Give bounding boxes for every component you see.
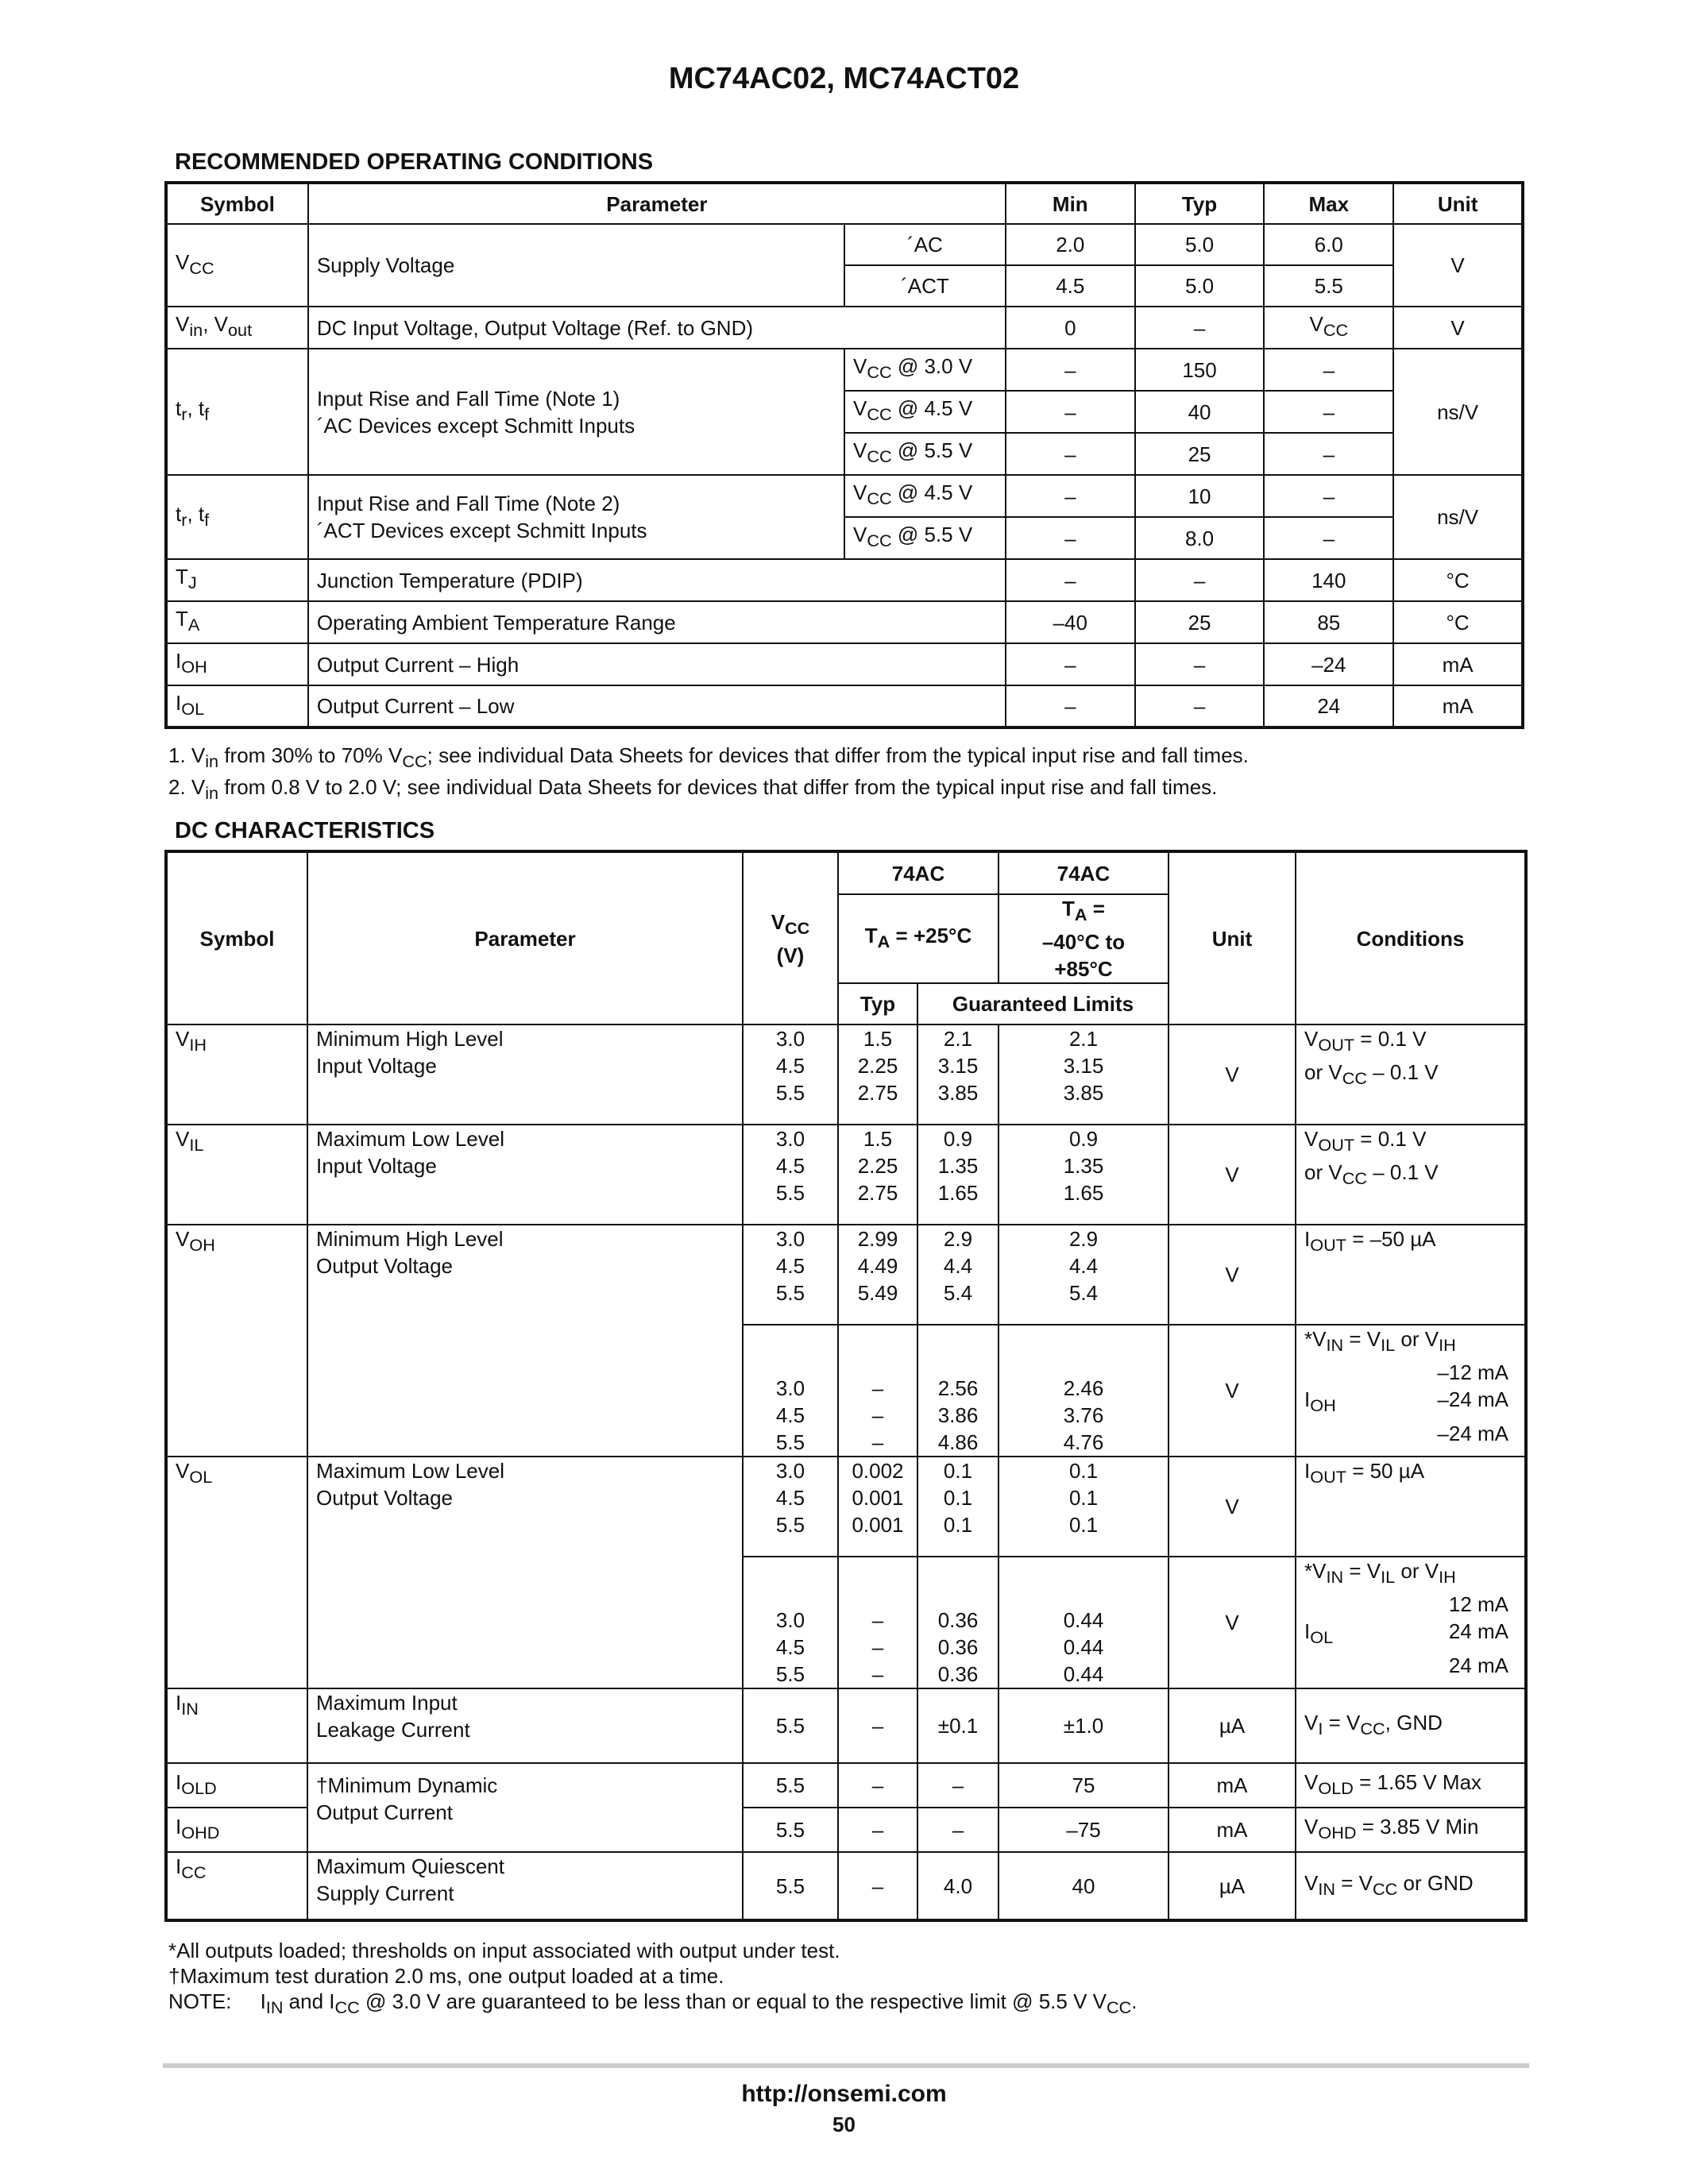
dc-gl2-cell: 2.1 3.15 3.85 xyxy=(999,1024,1168,1125)
roc-iol-param: Output Current – Low xyxy=(308,685,1006,727)
dc-header-symbol: Symbol xyxy=(166,851,307,1024)
roc-vin-symbol: $V_{in}$, $V_{out}$ xyxy=(166,307,308,349)
dc-iin-param: Maximum Input Leakage Current xyxy=(307,1688,743,1763)
dc-row-vil xyxy=(166,1125,1526,1225)
roc-vcc-ac: ´AC xyxy=(844,224,1006,265)
dc-header-ta-range: $T_A$ = –40°C to +85°C xyxy=(999,894,1168,983)
roc-cell: – xyxy=(1006,643,1135,685)
dc-voh-symbol: $V_{OH}$ xyxy=(166,1225,307,1457)
dc-iold-param: †Minimum Dynamic Output Current xyxy=(307,1763,743,1852)
roc-cell: –40 xyxy=(1006,601,1135,643)
roc-cond: $V_{CC}$ @ 4.5 V xyxy=(844,475,1006,517)
roc-header-typ: Typ xyxy=(1135,183,1265,224)
roc-note-1: 1. $V_{in}$ from 30% to 70% $V_{CC}$; see individual Data Sheets for devices that differ from the typical input rise and fall times. xyxy=(168,743,1249,772)
dc-header-parameter: Parameter xyxy=(307,851,743,1024)
dc-vcc-cell: 3.0 4.5 5.5 xyxy=(743,1557,838,1688)
dc-iohd-symbol: $I_{OHD}$ xyxy=(166,1808,307,1852)
dc-cond-cell: $*V_{IN} = V_{IL}$ or $V_{IH}$ 12 mA $I_{OL}$ 24 mA 24 mA xyxy=(1296,1557,1526,1688)
dc-vcc-cell: 5.5 xyxy=(743,1688,838,1763)
dc-unit-cell: mA xyxy=(1168,1808,1296,1852)
dc-note-2: †Maximum test duration 2.0 ms, one output loaded at a time. xyxy=(168,1964,724,1988)
dc-vcc-cell: 3.0 4.5 5.5 xyxy=(743,1325,838,1457)
roc-cell: – xyxy=(1264,475,1393,517)
roc-ta-symbol: $T_A$ xyxy=(166,601,308,643)
dc-row-vol xyxy=(166,1457,1526,1557)
roc-cell: 40 xyxy=(1135,391,1265,433)
dc-vcc-cell: 3.0 4.5 5.5 xyxy=(743,1225,838,1325)
dc-gl1-cell: 0.36 0.36 0.36 xyxy=(917,1557,999,1688)
dc-vih-param: Minimum High Level Input Voltage xyxy=(307,1024,743,1125)
roc-header-unit: Unit xyxy=(1393,183,1523,224)
dc-gl2-cell: 75 xyxy=(999,1763,1168,1808)
dc-vcc-cell: 5.5 xyxy=(743,1808,838,1852)
roc-cell: 85 xyxy=(1264,601,1393,643)
roc-tr2-symbol: $t_r$, $t_f$ xyxy=(166,475,308,559)
dc-vil-symbol: $V_{IL}$ xyxy=(166,1125,307,1225)
dc-gl1-cell: – xyxy=(917,1763,999,1808)
dc-gl2-cell: 2.46 3.76 4.76 xyxy=(999,1325,1168,1457)
dc-row-voh xyxy=(166,1225,1526,1325)
dc-vcc-cell: 5.5 xyxy=(743,1852,838,1920)
dc-unit-cell: µA xyxy=(1168,1688,1296,1763)
dc-header-unit: Unit xyxy=(1168,851,1296,1024)
dc-row-iin xyxy=(166,1688,1526,1763)
roc-cell: $V_{CC}$ xyxy=(1264,307,1393,349)
roc-cell: 2.0 xyxy=(1006,224,1135,265)
dc-vol-param: Maximum Low Level Output Voltage xyxy=(307,1457,743,1688)
roc-cell: – xyxy=(1264,433,1393,475)
roc-cell: 140 xyxy=(1264,559,1393,601)
dc-iin-symbol: $I_{IN}$ xyxy=(166,1688,307,1763)
roc-cond: $V_{CC}$ @ 5.5 V xyxy=(844,433,1006,475)
roc-tr1-unit: ns/V xyxy=(1393,349,1523,475)
dc-typ-cell: 1.5 2.25 2.75 xyxy=(838,1024,917,1125)
roc-cell: 5.0 xyxy=(1135,224,1265,265)
dc-gl1-cell: 0.9 1.35 1.65 xyxy=(917,1125,999,1225)
dc-gl2-cell: 0.44 0.44 0.44 xyxy=(999,1557,1168,1688)
dc-vcc-cell: 3.0 4.5 5.5 xyxy=(743,1125,838,1225)
dc-unit-cell: V xyxy=(1168,1325,1296,1457)
dc-typ-cell: – – – xyxy=(838,1325,917,1457)
roc-vcc-act: ´ACT xyxy=(844,265,1006,307)
dc-typ-cell: 2.99 4.49 5.49 xyxy=(838,1225,917,1325)
dc-header-74ac-2: 74AC xyxy=(999,851,1168,894)
roc-cell: – xyxy=(1006,517,1135,559)
roc-cond: $V_{CC}$ @ 3.0 V xyxy=(844,349,1006,391)
dc-note-1: *All outputs loaded; thresholds on input associated with output under test. xyxy=(168,1939,840,1962)
dc-typ-cell: 1.5 2.25 2.75 xyxy=(838,1125,917,1225)
dc-table xyxy=(164,850,1528,1922)
roc-tj-symbol: $T_J$ xyxy=(166,559,308,601)
roc-cell: – xyxy=(1006,475,1135,517)
roc-section-title: RECOMMENDED OPERATING CONDITIONS xyxy=(175,149,654,175)
dc-icc-param: Maximum Quiescent Supply Current xyxy=(307,1852,743,1920)
dc-gl1-cell: ±0.1 xyxy=(917,1688,999,1763)
dc-cond-cell: $*V_{IN} = V_{IL}$ or $V_{IH}$ –12 mA $I_{OH}$ –24 mA –24 mA xyxy=(1296,1325,1526,1457)
dc-gl1-cell: – xyxy=(917,1808,999,1852)
roc-note-2: 2. $V_{in}$ from 0.8 V to 2.0 V; see individual Data Sheets for devices that differ from the typical input rise and fall times. xyxy=(168,775,1218,804)
footer-divider xyxy=(163,2063,1529,2068)
roc-notes xyxy=(168,743,1249,806)
roc-header-symbol: Symbol xyxy=(166,183,308,224)
roc-cond: $V_{CC}$ @ 5.5 V xyxy=(844,517,1006,559)
dc-icc-symbol: $I_{CC}$ xyxy=(166,1852,307,1920)
dc-vcc-cell: 3.0 4.5 5.5 xyxy=(743,1024,838,1125)
dc-unit-cell: V xyxy=(1168,1024,1296,1125)
roc-cell: – xyxy=(1264,517,1393,559)
roc-vin-param: DC Input Voltage, Output Voltage (Ref. to GND) xyxy=(308,307,1006,349)
roc-cell: °C xyxy=(1393,601,1523,643)
roc-cell: 10 xyxy=(1135,475,1265,517)
dc-unit-cell: mA xyxy=(1168,1763,1296,1808)
dc-unit-cell: V xyxy=(1168,1225,1296,1325)
dc-cond-cell: $I_{OUT} = -50$ µA xyxy=(1296,1225,1526,1325)
dc-typ-cell: – xyxy=(838,1808,917,1852)
roc-ioh-symbol: $I_{OH}$ xyxy=(166,643,308,685)
dc-gl2-cell: 0.9 1.35 1.65 xyxy=(999,1125,1168,1225)
dc-vil-param: Maximum Low Level Input Voltage xyxy=(307,1125,743,1225)
dc-cond-cell: $V_{OUT} = 0.1$ V or $V_{CC} - 0.1$ V xyxy=(1296,1024,1526,1125)
dc-cond-cell: $V_I = V_{CC}$, GND xyxy=(1296,1688,1526,1763)
roc-ioh-param: Output Current – High xyxy=(308,643,1006,685)
dc-row-vih xyxy=(166,1024,1526,1125)
dc-typ-cell: – xyxy=(838,1852,917,1920)
dc-typ-cell: – – – xyxy=(838,1557,917,1688)
dc-cond-cell: $V_{OLD} = 1.65$ V Max xyxy=(1296,1763,1526,1808)
roc-tr2-unit: ns/V xyxy=(1393,475,1523,559)
roc-tr1-param: Input Rise and Fall Time (Note 1) ´AC Devices except Schmitt Inputs xyxy=(308,349,844,475)
dc-notes xyxy=(168,1938,1138,2020)
dc-header-74ac-1: 74AC xyxy=(838,851,999,894)
roc-cell: – xyxy=(1135,307,1265,349)
roc-cell: 8.0 xyxy=(1135,517,1265,559)
dc-gl1-cell: 2.9 4.4 5.4 xyxy=(917,1225,999,1325)
roc-vcc-unit: V xyxy=(1393,224,1523,307)
roc-cell: 25 xyxy=(1135,601,1265,643)
roc-cell: 25 xyxy=(1135,433,1265,475)
roc-cell: mA xyxy=(1393,643,1523,685)
dc-gl1-cell: 0.1 0.1 0.1 xyxy=(917,1457,999,1557)
roc-header-max: Max xyxy=(1264,183,1393,224)
roc-cell: – xyxy=(1006,433,1135,475)
roc-vcc-symbol: $V_{CC}$ xyxy=(166,224,308,307)
roc-cell: 5.0 xyxy=(1135,265,1265,307)
roc-header-parameter: Parameter xyxy=(308,183,1006,224)
roc-cell: 6.0 xyxy=(1264,224,1393,265)
roc-cell: – xyxy=(1006,685,1135,727)
dc-cond-cell: $V_{OUT} = 0.1$ V or $V_{CC} - 0.1$ V xyxy=(1296,1125,1526,1225)
dc-header-conditions: Conditions xyxy=(1296,851,1526,1024)
dc-cond-cell: $V_{OHD} = 3.85$ V Min xyxy=(1296,1808,1526,1852)
dc-cond-cell: $V_{IN} = V_{CC}$ or GND xyxy=(1296,1852,1526,1920)
dc-note-3: NOTE: $I_{IN}$ and $I_{CC}$ @ 3.0 V are guaranteed to be less than or equal to the respective limit @ 5.5 V $V_{CC}$. xyxy=(168,1989,1138,2018)
dc-gl1-cell: 4.0 xyxy=(917,1852,999,1920)
roc-iol-symbol: $I_{OL}$ xyxy=(166,685,308,727)
dc-header-typ: Typ xyxy=(838,983,917,1024)
dc-gl2-cell: 40 xyxy=(999,1852,1168,1920)
dc-voh-param: Minimum High Level Output Voltage xyxy=(307,1225,743,1457)
roc-cell: 150 xyxy=(1135,349,1265,391)
roc-cell: mA xyxy=(1393,685,1523,727)
dc-vcc-cell: 3.0 4.5 5.5 xyxy=(743,1457,838,1557)
dc-vol-symbol: $V_{OL}$ xyxy=(166,1457,307,1688)
dc-gl2-cell: 2.9 4.4 5.4 xyxy=(999,1225,1168,1325)
page-number: 50 xyxy=(832,2113,856,2136)
dc-iold-symbol: $I_{OLD}$ xyxy=(166,1763,307,1808)
dc-gl1-cell: 2.56 3.86 4.86 xyxy=(917,1325,999,1457)
dc-gl2-cell: –75 xyxy=(999,1808,1168,1852)
footer-url[interactable]: http://onsemi.com xyxy=(741,2081,947,2107)
dc-section-title: DC CHARACTERISTICS xyxy=(175,818,435,843)
dc-typ-cell: – xyxy=(838,1763,917,1808)
dc-unit-cell: V xyxy=(1168,1557,1296,1688)
roc-cell: – xyxy=(1135,643,1265,685)
roc-cell: 24 xyxy=(1264,685,1393,727)
document-title: MC74AC02, MC74ACT02 xyxy=(668,62,1020,95)
roc-cell: 5.5 xyxy=(1264,265,1393,307)
dc-gl2-cell: ±1.0 xyxy=(999,1688,1168,1763)
roc-ta-param: Operating Ambient Temperature Range xyxy=(308,601,1006,643)
roc-cell: °C xyxy=(1393,559,1523,601)
roc-cell: 0 xyxy=(1006,307,1135,349)
roc-cell: V xyxy=(1393,307,1523,349)
dc-header-guaranteed: Guaranteed Limits xyxy=(917,983,1168,1024)
dc-unit-cell: V xyxy=(1168,1457,1296,1557)
dc-unit-cell: V xyxy=(1168,1125,1296,1225)
dc-vcc-cell: 5.5 xyxy=(743,1763,838,1808)
dc-cond-cell: $I_{OUT} = 50$ µA xyxy=(1296,1457,1526,1557)
roc-cell: – xyxy=(1264,391,1393,433)
dc-unit-cell: µA xyxy=(1168,1852,1296,1920)
dc-gl1-cell: 2.1 3.15 3.85 xyxy=(917,1024,999,1125)
roc-cell: – xyxy=(1135,685,1265,727)
roc-cell: – xyxy=(1264,349,1393,391)
roc-vcc-param: Supply Voltage xyxy=(308,224,844,307)
roc-header-min: Min xyxy=(1006,183,1135,224)
roc-cell: – xyxy=(1006,391,1135,433)
roc-cond: $V_{CC}$ @ 4.5 V xyxy=(844,391,1006,433)
dc-gl2-cell: 0.1 0.1 0.1 xyxy=(999,1457,1168,1557)
roc-cell: 4.5 xyxy=(1006,265,1135,307)
roc-cell: – xyxy=(1006,349,1135,391)
roc-cell: – xyxy=(1135,559,1265,601)
roc-cell: – xyxy=(1006,559,1135,601)
roc-cell: –24 xyxy=(1264,643,1393,685)
roc-tj-param: Junction Temperature (PDIP) xyxy=(308,559,1006,601)
dc-header-vcc: $V_{CC}$ (V) xyxy=(743,851,838,1024)
dc-header-ta-25: $T_A = +25^\circ C$ xyxy=(838,894,999,983)
dc-vih-symbol: $V_{IH}$ xyxy=(166,1024,307,1125)
dc-typ-cell: 0.002 0.001 0.001 xyxy=(838,1457,917,1557)
roc-tr1-symbol: $t_r$, $t_f$ xyxy=(166,349,308,475)
dc-typ-cell: – xyxy=(838,1688,917,1763)
dc-row-icc xyxy=(166,1852,1526,1920)
dc-row-iold xyxy=(166,1763,1526,1808)
roc-tr2-param: Input Rise and Fall Time (Note 2) ´ACT Devices except Schmitt Inputs xyxy=(308,475,844,559)
roc-table xyxy=(164,181,1524,729)
